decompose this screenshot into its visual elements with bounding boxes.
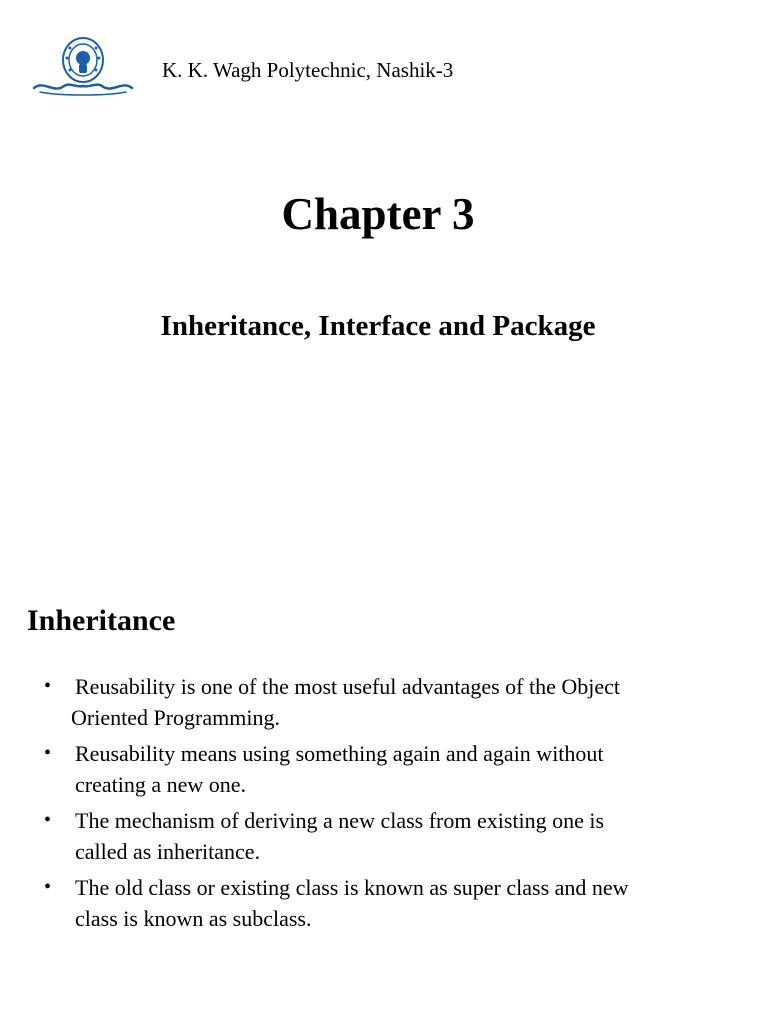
institute-name: K. K. Wagh Polytechnic, Nashik-3 [162,58,454,82]
bullet-text: The mechanism of deriving a new class from existing one is [75,808,605,833]
chapter-subtitle: Inheritance, Interface and Package [160,310,596,342]
list-item [44,872,744,934]
bullet-icon: • [44,876,52,898]
list-item [44,805,744,867]
bullet-text-continued: called as inheritance. [75,839,261,864]
bullet-text-continued: creating a new one. [75,772,247,797]
section-heading: Inheritance [27,604,176,637]
bullet-text: Reusability means using something again and again without [75,741,604,766]
bullet-text: The old class or existing class is known as super class and new [75,875,629,900]
bullet-list [44,671,744,939]
bullet-text-continued: Oriented Programming. [71,705,280,730]
bullet-icon: • [44,742,52,764]
bullet-text-continued: class is known as subclass. [75,906,312,931]
chapter-title: Chapter 3 [281,189,475,239]
list-item [44,738,744,800]
bullet-icon: • [44,809,52,831]
bullet-text: Reusability is one of the most useful advantages of the Object [75,674,620,699]
bullet-icon: • [44,675,52,697]
list-item [44,671,744,733]
institute-logo-icon [30,36,136,98]
